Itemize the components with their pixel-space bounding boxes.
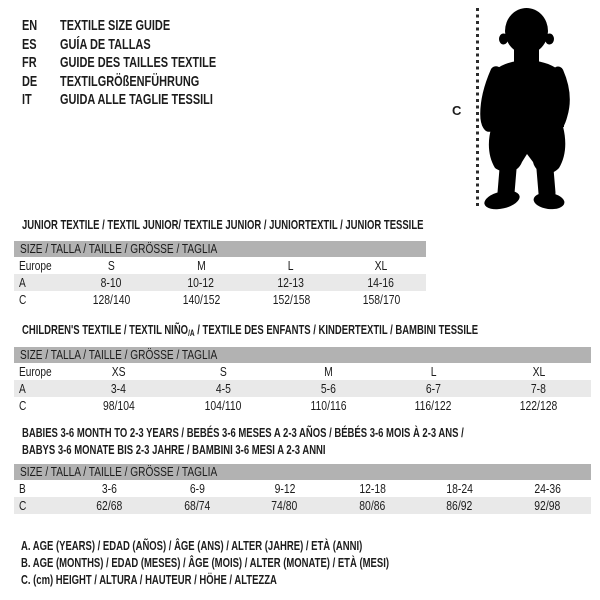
language-row-de [22,73,274,92]
size-cell: 4-5 [215,381,232,396]
size-cell: 128/140 [92,292,130,307]
size-cell: 140/152 [182,292,220,307]
size-header-bar: SIZE / TALLA / TAILLE / GRÖSSE / TAGLIA [14,241,426,257]
language-code: FR [22,54,37,71]
size-cell: 24-36 [533,481,561,496]
table-row-height-cm [14,397,591,414]
children-size-table [14,347,591,414]
size-cell: 8-10 [100,275,122,290]
size-cell: 116/122 [415,398,452,413]
size-cell: S [220,364,227,379]
table-row-europe [14,363,591,380]
babies-table-title-line2: BABYS 3-6 MONATE BIS 2-3 JAHRE / BAMBINI 3-6 MESI A 2-3 ANNI [22,442,326,457]
size-cell: 86/92 [446,498,473,513]
size-cell: 74/80 [271,498,298,513]
size-cell: 5-6 [320,381,337,396]
size-cell: 122/128 [519,398,558,413]
babies-size-table [14,464,591,514]
language-row-en [22,17,274,36]
size-cell: 3-4 [110,381,127,396]
size-cell: XS [111,364,126,379]
size-cell: 62/68 [96,498,123,513]
size-cell: 158/170 [362,292,400,307]
size-cell: 14-16 [367,275,395,290]
junior-size-table [14,241,426,308]
row-label: Europe [19,258,52,273]
language-list [22,17,274,110]
language-code: DE [22,72,38,90]
size-cell: S [107,258,115,273]
size-cell: 110/116 [310,398,347,413]
nino-a-subscript: /A [188,328,195,338]
language-row-fr [22,54,274,73]
size-cell: 92/98 [534,498,561,513]
language-title: TEXTILGRÖßENFÜHRUNG [60,72,200,90]
size-cell: M [196,258,206,273]
language-row-es [22,36,274,55]
size-cell: 98/104 [102,398,135,413]
table-row-height-cm [14,497,591,514]
size-cell: M [324,364,333,379]
language-code: EN [22,17,38,34]
row-label: C [19,498,27,513]
size-header-bar: SIZE / TALLA / TAILLE / GRÖSSE / TAGLIA [14,347,591,363]
size-cell: L [288,258,294,273]
size-cell: 3-6 [102,481,118,496]
language-title: GUIDA ALLE TAGLIE TESSILI [60,91,213,108]
language-title: GUÍA DE TALLAS [60,35,151,53]
row-label: B [19,481,26,496]
language-title: GUIDE DES TAILLES TEXTILE [60,54,217,71]
children-table-title: CHILDREN'S TEXTILE / TEXTIL $NIÑO_{/A}$ / TEXTILE DES ENFANTS / KINDERTEXTIL / BAMBINI TESSILE [22,322,479,338]
row-label: C [19,292,27,307]
table-row-age-years [14,274,426,291]
table-row-height-cm [14,291,426,308]
size-cell: 104/110 [205,398,242,413]
table-row-age-years [14,380,591,397]
table-row-age-months [14,480,591,497]
row-label: A [19,381,26,396]
toddler-silhouette-icon [481,4,579,209]
babies-table-title-line1: BABIES 3-6 MONTH TO 2-3 YEARS / BEBÉS 3-6 MESES A 2-3 AÑOS / BÉBÉS 3-6 MOIS À 2-3 ANS / [22,425,464,440]
size-cell: XL [532,364,545,379]
language-row-it [22,91,274,110]
footnote-age-years: A. AGE (YEARS) / EDAD (AÑOS) / ÂGE (ANS) / ALTER (JAHRE) / ETÀ (ANNI) [21,538,363,553]
row-label: Europe [19,364,52,379]
row-label: C [19,398,27,413]
language-title: TEXTILE SIZE GUIDE [60,17,171,34]
size-cell: 7-8 [530,381,547,396]
size-cell: XL [374,258,388,273]
size-cell: 12-18 [358,481,386,496]
size-cell: 12-13 [277,275,305,290]
height-measure-label: C [452,103,462,118]
size-cell: 18-24 [446,481,474,496]
size-cell: 6-7 [425,381,442,396]
footnote-height-cm: C. (cm) HEIGHT / ALTURA / HAUTEUR / HÖHE / ALTEZZA [21,572,277,587]
size-cell: 80/86 [359,498,386,513]
size-header-bar: SIZE / TALLA / TAILLE / GRÖSSE / TAGLIA [14,464,591,480]
size-cell: 6-9 [189,481,205,496]
language-code: IT [22,91,32,108]
row-label: A [19,275,26,290]
table-row-europe [14,257,426,274]
size-cell: L [430,364,437,379]
language-code: ES [22,35,37,53]
junior-table-title: JUNIOR TEXTILE / TEXTIL JUNIOR/ TEXTILE JUNIOR / JUNIORTEXTIL / JUNIOR TESSILE [22,217,424,232]
size-cell: 152/158 [272,292,310,307]
height-measure-dotted-line [476,8,479,206]
size-cell: 10-12 [187,275,215,290]
size-cell: 9-12 [274,481,296,496]
size-cell: 68/74 [184,498,211,513]
footnote-age-months: B. AGE (MONTHS) / EDAD (MESES) / ÂGE (MOIS) / ALTER (MONATE) / ETÀ (MESI) [21,555,389,570]
